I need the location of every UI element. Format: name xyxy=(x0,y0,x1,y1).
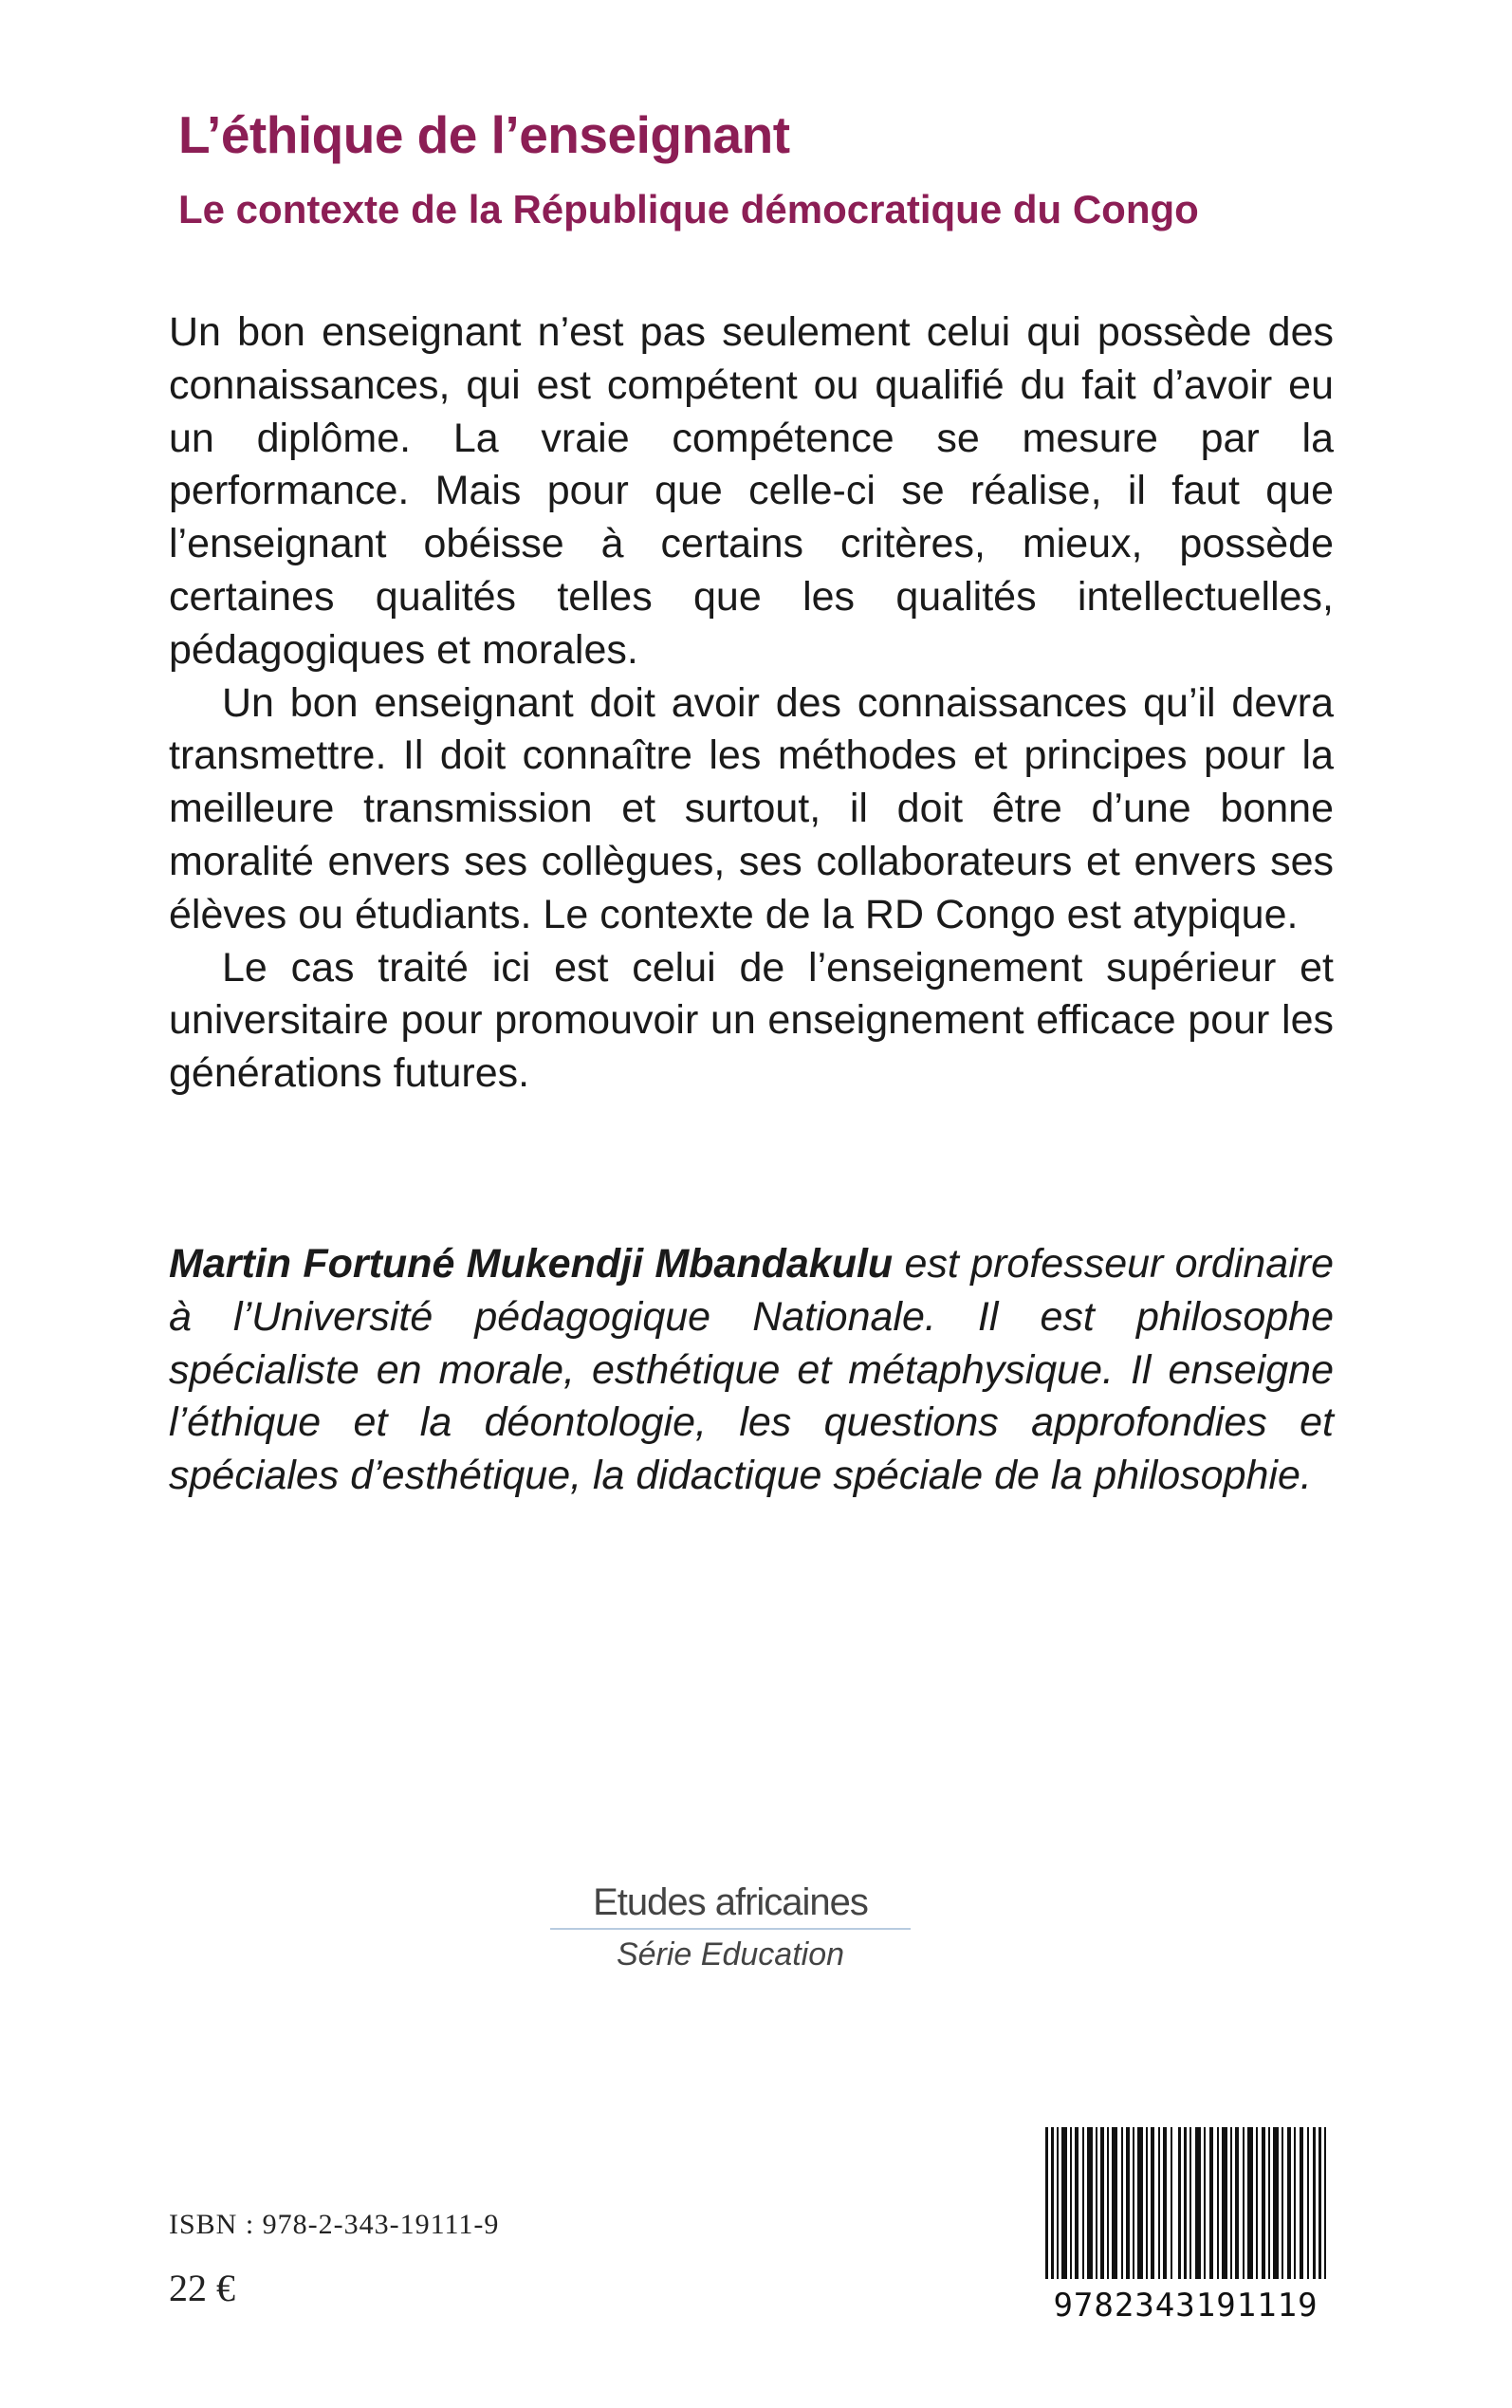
author-name: Martin Fortuné Mukendji Mbandakulu xyxy=(169,1241,894,1287)
barcode-number: 9782343191119 xyxy=(1053,2287,1318,2325)
series-divider xyxy=(550,1928,911,1930)
isbn: ISBN : 978-2-343-19111-9 xyxy=(169,2209,500,2240)
blurb-paragraph-2: Un bon enseignant doit avoir des connaissances qu’il devra transmettre. Il doit connaître les méthodes et principes pour la meilleure transmission et surtout, il doit être d’une bonne moralité envers ses collègues, ses collaborateurs et envers ses élèves ou étudiants. Le contexte de la RD Congo est atypique. xyxy=(169,679,1334,937)
series-name: Etudes africaines xyxy=(593,1881,868,1923)
series-subtitle: Série Education xyxy=(616,1936,845,1973)
blurb-paragraph-1: Un bon enseignant n’est pas seulement celui qui possède des connaissances, qui est compétent ou qualifié du fait d’avoir eu un diplôme. La vraie compétence se mesure par la performance. Mais pour que celle-ci se réalise, il faut que l’enseignant obéisse à certains critères, mieux, possède certaines qualités telles que les qualités intellectuelles, pédagogiques et morales. xyxy=(169,309,1334,673)
price: 22 € xyxy=(169,2267,235,2309)
barcode xyxy=(1036,2123,1336,2334)
book-subtitle: Le contexte de la République démocratique du Congo xyxy=(178,187,1199,232)
blurb xyxy=(169,306,1334,1101)
blurb-paragraph-3: Le cas traité ici est celui de l’enseignement supérieur et universitaire pour promouvoir un enseignement efficace pour les générations futures. xyxy=(169,944,1334,1097)
book-title: L’éthique de l’enseignant xyxy=(178,105,790,164)
author-bio xyxy=(169,1238,1334,1503)
author-bio-text: est professeur ordinaire à l’Université pédagogique Nationale. Il est philosophe spécialiste en morale, esthétique et métaphysique. Il enseigne l’éthique et la déontologie, les questions approfondies et spéciales d’esthétique, la didactique spéciale de la philosophie. xyxy=(169,1241,1334,1499)
series-logo xyxy=(531,1880,930,1974)
